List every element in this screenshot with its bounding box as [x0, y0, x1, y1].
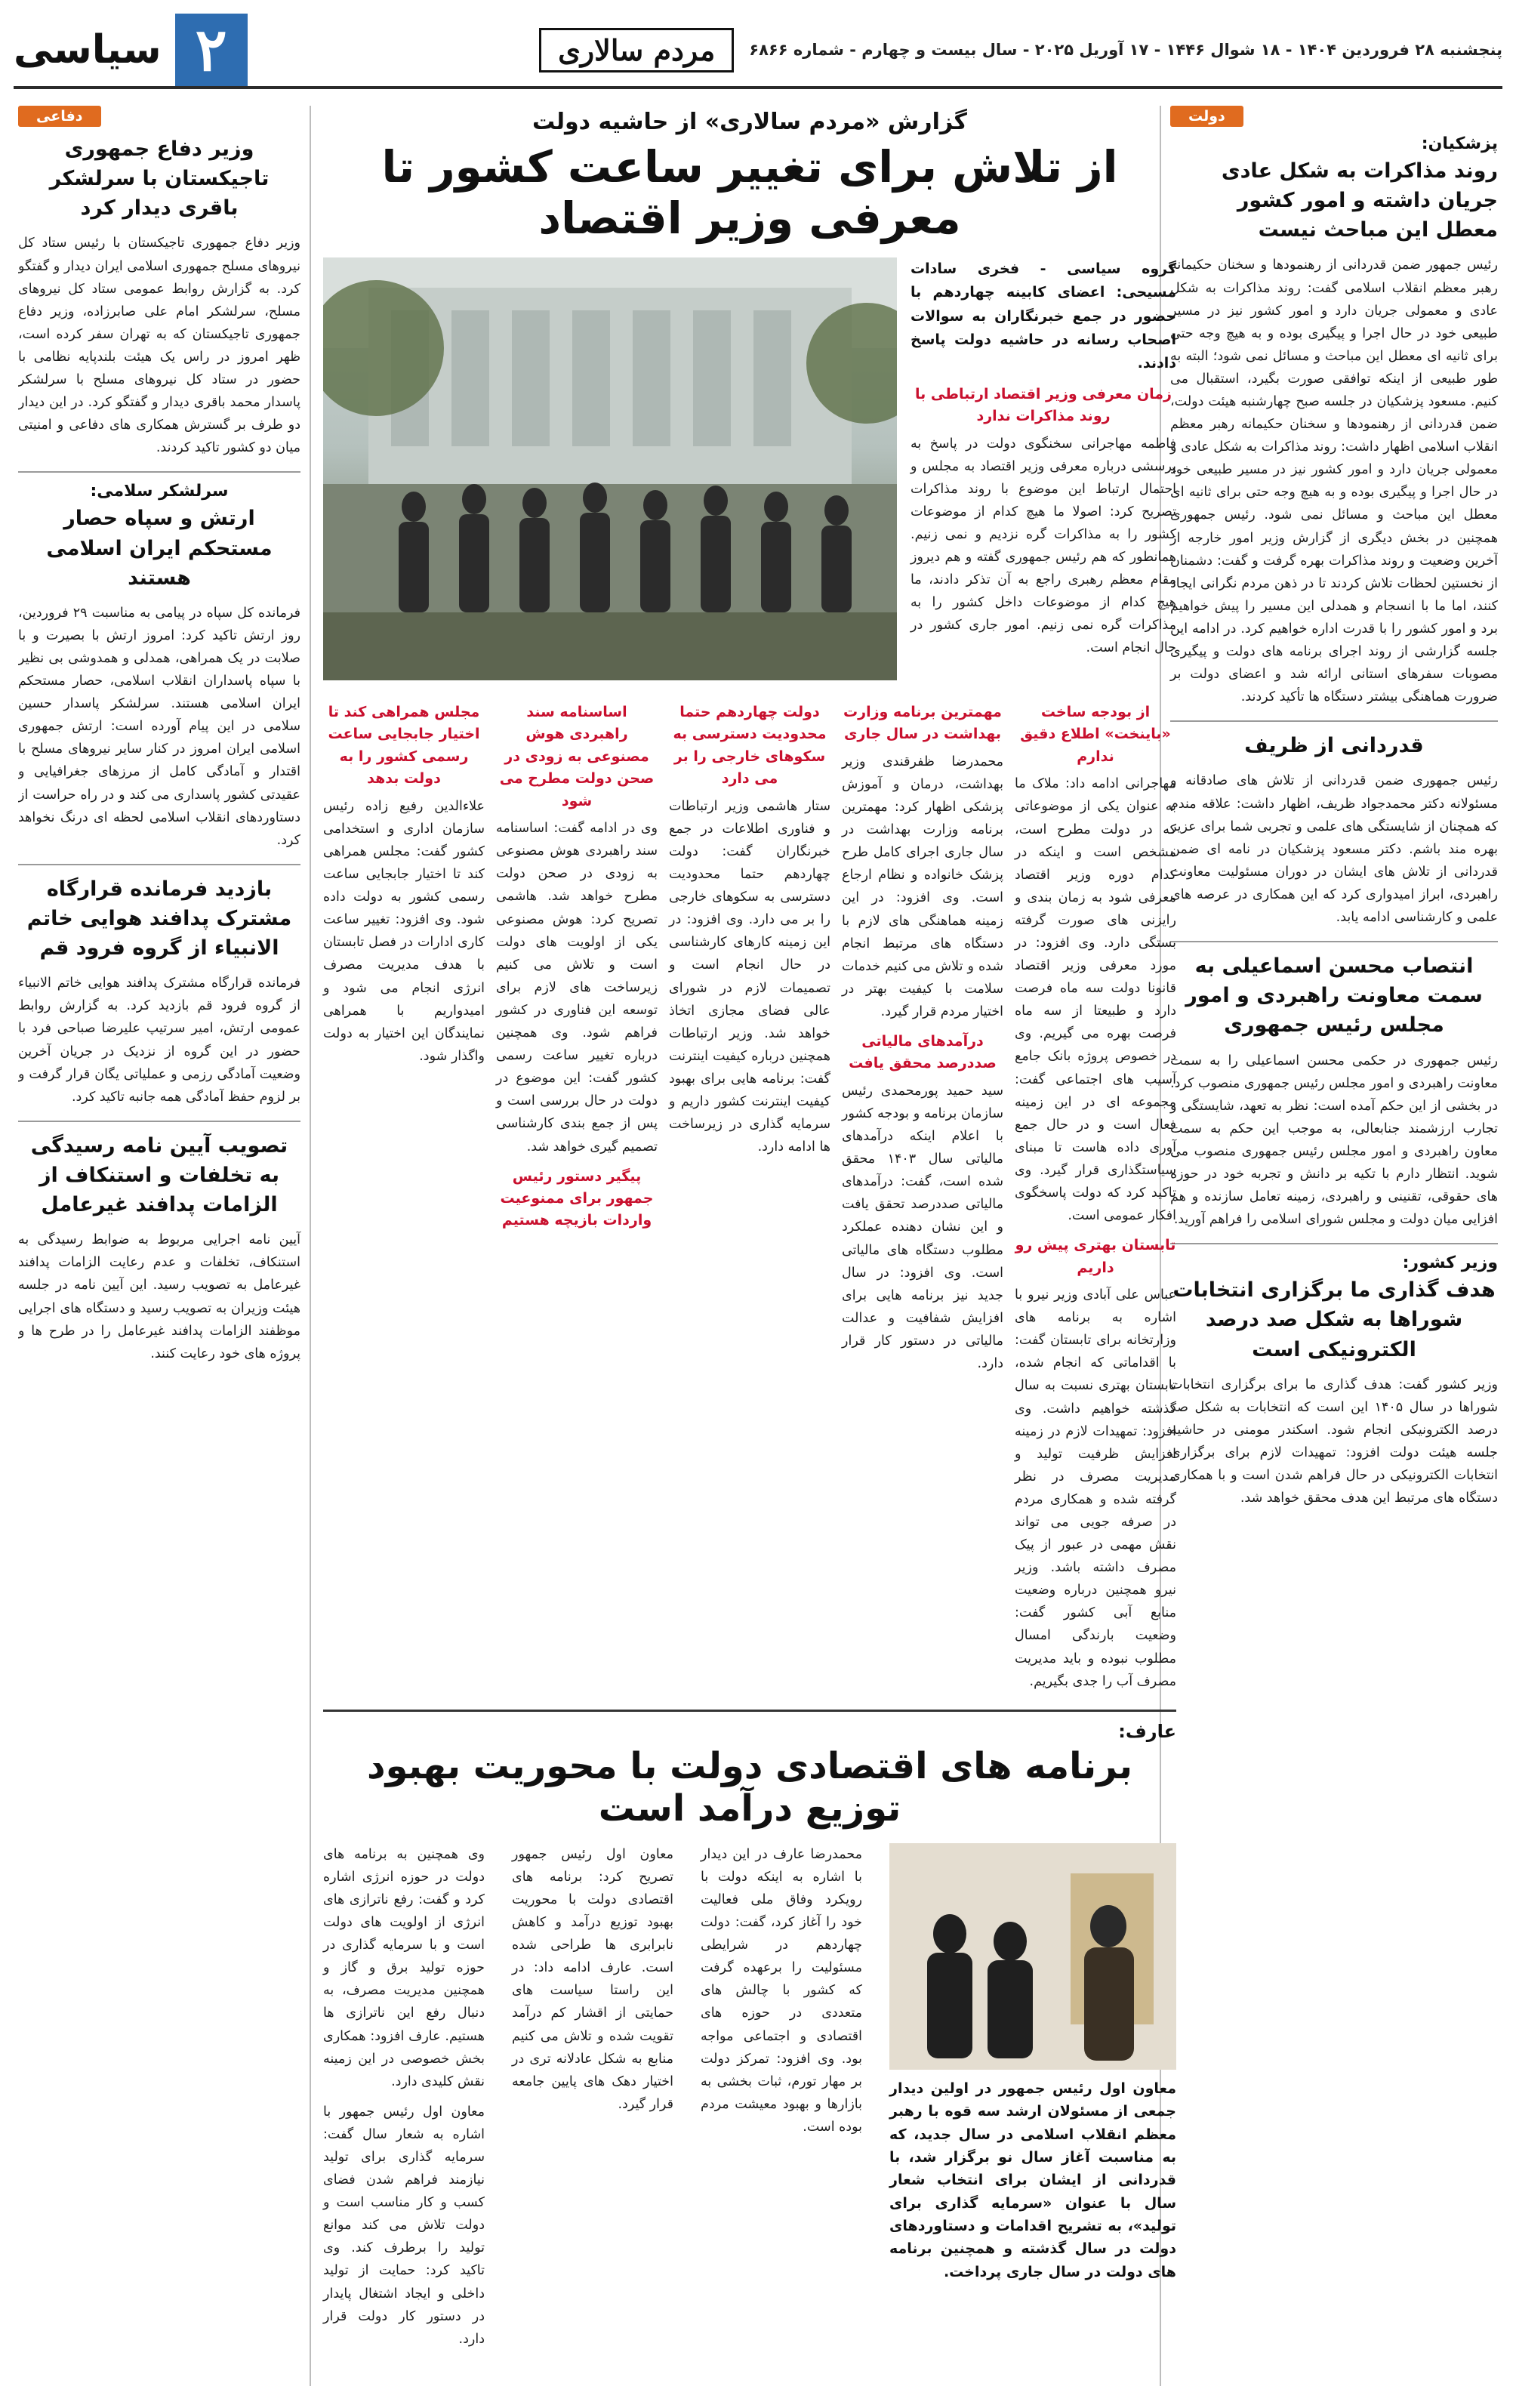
article-body: علاءالدین رفیع زاده رئیس سازمان اداری و استخدامی کشور گفت: مجلس همراهی کند تا اختیار جابجایی ساعت رسمی کشور به دولت داده شود. وی افزود: تغییر ساعت کاری ادارات در فصل تابستان با هدف مدیریت مصرف انرژی انجام می شود و امیدواریم با همراهی نمایندگان این اختیار به دولت واگذار شود.	[323, 798, 485, 1064]
masthead	[14, 14, 1502, 89]
article-byline: پزشکیان:	[1421, 134, 1498, 153]
left-column	[18, 106, 311, 2386]
divider	[18, 1121, 300, 1122]
meeting-photo	[889, 1843, 1176, 2070]
text-column	[512, 1843, 673, 2351]
article-columns	[323, 694, 1176, 1693]
subheading: زمان معرفی وزیر اقتصاد ارتباطی با روند مذاکرات ندارد	[915, 385, 1172, 425]
article-byline: وزیر کشور:	[1402, 1253, 1498, 1273]
divider	[18, 471, 300, 473]
article-body: رئیس جمهوری ضمن قدردانی از تلاش های صادقانه و مسئولانه دکتر محمدجواد ظریف، اظهار داشت: علاقه مندم که همچنان از شایستگی های علمی و تجربی شما برای عزیز بهره مند باشم. دکتر مسعود پزشکیان در نامه ای ضمن قدردانی از تلاش های ایشان در دوران مسئولیت معاونت راهبردی، ابراز امیدواری کرد که این همکاری در عرصه های علمی و کارشناسی ادامه یابد.	[1170, 773, 1498, 925]
article-byline: سرلشکر سلامی:	[90, 482, 229, 501]
article-headline: تصویب آیین نامه رسیدگی به تخلفات و استنکاف از الزامات پدافند غیرعامل	[30, 1133, 288, 1217]
newspaper-logo: مردم سالاری	[539, 28, 734, 72]
lead-block	[323, 257, 1176, 680]
section-tag-government: دولت	[1170, 106, 1243, 127]
photo-column	[889, 1843, 1176, 2351]
article-headline: هدف گذاری ما برگزاری انتخابات شوراها به شکل صد درصد الکترونیکی است	[1172, 1278, 1496, 1361]
divider	[1170, 1243, 1498, 1244]
article-headline: ارتش و سپاه حصار مستحکم ایران اسلامی هستند	[46, 507, 273, 590]
article-body: فرمانده قرارگاه مشترک پدافند هوایی خاتم الانبیاء از گروه فرود قم بازدید کرد. به گزارش روابط عمومی ارتش، امیر سرتیپ علیرضا صباحی فرد با حضور در این گروه از نزدیک در جریان آخرین وضعیت آمادگی رزمی و عملیاتی یگان قرار گرفت و بر لزوم حفظ آمادگی همه جانبه تاکید کرد.	[18, 976, 300, 1105]
divider	[18, 864, 300, 865]
article-body: فرمانده کل سپاه در پیامی به مناسبت ۲۹ فروردین، روز ارتش تاکید کرد: امروز ارتش با بصیرت و با صلابت در یک همراهی، همدلی و همدوشی بی نظیر با سپاه پاسداران انقلاب اسلامی، حصار مستحکم ایران اسلامی هستند. سرلشکر پاسدار حسین سلامی در این پیام آورده است: ارتش جمهوری اسلامی ایران امروز در کنار سایر نیروهای مسلح با اقتدار و آمادگی کامل از مرزهای جغرافیایی و عقیدتی کشور پاسداری می کند و در راه حراست از دستاوردهای انقلاب اسلامی لحظه ای درنگ نخواهد کرد.	[18, 605, 300, 848]
subheading: از بودجه ساخت «باینخت» اطلاع دقیق ندارم	[1020, 704, 1171, 765]
article-body: آیین نامه اجرایی مربوط به ضوابط رسیدگی به استنکاف، تخلفات و عدم رعایت الزامات پدافند غیرعامل به تصویب رسید. این آیین نامه در جلسه هیئت وزیران به تصویب رسید و دستگاه های اجرایی موظفند الزامات پدافند غیرعامل را در طرح ها و پروژه های خود رعایت کنند.	[18, 1232, 300, 1361]
article-body: معاون اول رئیس جمهور با اشاره به شعار سال گفت: سرمایه گذاری برای تولید نیازمند فراهم شدن فضای کسب و کار مناسب است و دولت تلاش می کند موانع تولید را برطرف کند. وی تاکید کرد: حمایت از تولید داخلی و ایجاد اشتغال پایدار در دستور کار دولت قرار دارد.	[323, 2104, 485, 2347]
subheading: درآمدهای مالیاتی صددرصد محقق یافت	[849, 1033, 997, 1072]
press-crowd-illustration	[323, 257, 897, 680]
subheading: تابستان بهتری پیش رو داریم	[1015, 1237, 1176, 1276]
text-column	[1015, 694, 1176, 1693]
article-body: ستار هاشمی وزیر ارتباطات و فناوری اطلاعات در جمع خبرنگاران گفت: دولت چهاردهم حتما محدودیت دسترسی به سکوهای خارجی را بر می دارد. وی افزود: در این زمینه کارهای کارشناسی در حال انجام است و تصمیمات لازم در شورای عالی فضای مجازی اتخاذ خواهد شد. وزیر ارتباطات همچنین درباره کیفیت اینترنت گفت: برنامه هایی برای بهبود کیفیت اینترنت کشور داریم و سرمایه گذاری در زیرساخت ها ادامه دارد.	[669, 798, 830, 1155]
text-column	[323, 1843, 485, 2351]
section-tag-defense: دفاعی	[18, 106, 101, 127]
press-crowd-photo	[323, 257, 897, 680]
article-headline: وزیر دفاع جمهوری تاجیکستان با سرلشکر باقری دیدار کرد	[49, 137, 270, 220]
article-headline: برنامه های اقتصادی دولت با محوریت بهبود توزیع درآمد است	[367, 1744, 1132, 1830]
article-headline: انتصاب محسن اسماعیلی به سمت معاونت راهبردی و امور مجلس رئیس جمهوری	[1185, 954, 1483, 1038]
article-headline: قدردانی از ظریف	[1244, 734, 1424, 758]
photo-caption: معاون اول رئیس جمهور در اولین دیدار جمعی از مسئولان ارشد سه قوه با رهبر معظم انقلاب اسلامی در سال جدید، که به مناسبت آغاز سال نو برگزار شد، با قدردانی از ایشان برای انتخاب شعار سال با عنوان «سرمایه گذاری برای تولید»، به تشریح اقدامات و دستاوردهای دولت در سال گذشته و همچنین برنامه های دولت در سال جاری پرداخت.	[889, 2080, 1176, 2280]
main-headline: از تلاش برای تغییر ساعت کشور تا معرفی وزیر اقتصاد	[381, 141, 1118, 244]
subheading: مهمترین برنامه وزارت بهداشت در سال جاری	[843, 704, 1002, 743]
subheading: اساسنامه سند راهبردی هوش مصنوعی به زودی در صحن دولت مطرح می شود	[499, 704, 655, 809]
divider	[1170, 720, 1498, 722]
masthead-left	[539, 28, 1502, 72]
second-article	[323, 1710, 1176, 2351]
subheading: مجلس همراهی کند تا اختیار جابجایی ساعت رسمی کشور را به دولت بدهد	[328, 704, 480, 788]
article-body: مهاجرانی ادامه داد: ملاک ما به عنوان یکی از موضوعاتی که در دولت مطرح است، مشخص است و اینکه در کدام دوره وزیر اقتصاد معرفی شود به زمان بندی و رایزنی های صورت گرفته بستگی دارد. وی افزود: در مورد معرفی وزیر اقتصاد قانونا دولت سه ماه فرصت دارد و طبیعتا از سه ماه فرصت بهره می گیریم. وی در خصوص پروژه بانک جامع آسیب های اجتماعی گفت: مجموعه ای در این زمینه فعال است و در حال جمع آوری داده هاست تا مبنای سیاستگذاری قرار گیرد. وی تاکید کرد که دولت پاسخگوی افکار عمومی است.	[1015, 776, 1176, 1224]
subheading: دولت چهاردهم حتما محدودیت دسترسی به سکوهای خارجی را بر می دارد	[673, 704, 827, 788]
subheading: پیگیر دستور رئیس جمهور برای ممنوعیت واردات بازیچه هستیم	[500, 1167, 654, 1229]
article-body: رئیس جمهوری در حکمی محسن اسماعیلی را به سمت معاونت راهبردی و امور مجلس رئیس جمهوری منصوب کرد. در بخشی از این حکم آمده است: نظر به تعهد، شایستگی و تجارب ارزشمند جنابعالی، به موجب این حکم به سمت معاون راهبردی و امور مجلس رئیس جمهوری منصوب می شوید. انتظار دارم با تکیه بر دانش و تجربه خود در حوزه های حقوقی، تقنینی و راهبردی، زمینه تعامل سازنده و هم افزایی میان دولت و مجلس شورای اسلامی را فراهم آورید.	[1170, 1053, 1498, 1228]
article-headline: بازدید فرمانده قرارگاه مشترک پدافند هوایی خاتم الانبیاء از گروه فرود قم	[26, 877, 292, 960]
text-column	[842, 694, 1003, 1693]
text-column	[701, 1843, 862, 2351]
article-body: وزیر کشور گفت: هدف گذاری ما برای برگزاری انتخابات شوراها در سال ۱۴۰۵ این است که انتخابات به شکل صد درصد الکترونیکی انجام شود. اسکندر مومنی در حاشیه جلسه هیئت دولت افزود: تمهیدات لازم برای برگزاری انتخابات الکترونیکی در حال فراهم شدن است و با همکاری دستگاه های مرتبط این هدف محقق خواهد شد.	[1170, 1377, 1498, 1506]
intro-column	[911, 257, 1176, 680]
section-name: سیاسی	[14, 27, 162, 72]
text-column	[496, 694, 658, 1693]
article-headline: روند مذاکرات به شکل عادی جریان داشته و امور کشور معطل این مباحث نیست	[1221, 159, 1498, 242]
divider	[1170, 941, 1498, 942]
article-kicker: گزارش «مردم سالاری» از حاشیه دولت	[532, 109, 967, 135]
article-body: محمدرضا عارف در این دیدار با اشاره به اینکه دولت با رویکرد وفاق ملی فعالیت خود را آغاز کرد، گفت: دولت چهاردهم در شرایطی مسئولیت را برعهده گرفت که کشور با چالش های متعددی در حوزه های اقتصادی و اجتماعی مواجه بود. وی افزود: تمرکز دولت بر مهار تورم، ثبات بخشی به بازارها و بهبود معیشت مردم بوده است.	[701, 1846, 862, 2135]
article-byline: عارف:	[1118, 1720, 1176, 1742]
article-columns	[323, 1843, 1176, 2351]
issue-line: پنجشنبه ۲۸ فروردین ۱۴۰۴ - ۱۸ شوال ۱۴۴۶ - ۱۷ آوریل ۲۰۲۵ - سال بیست و چهارم - شماره ۶۸۶۶	[749, 41, 1502, 59]
text-column	[669, 694, 830, 1693]
article-body: رئیس جمهور ضمن قدردانی از رهنمودها و سخنان حکیمانه رهبر معظم انقلاب اسلامی گفت: روند مذاکرات به شکل عادی و معمولی جریان دارد و امور کشور نیز در مسیر طبیعی خود در حال اجرا و پیگیری بوده و به هیچ وجه حتی برای ثانیه ای معطل این مباحث و مسائل نمی شود؛ البته به طور طبیعی از اینکه توافقی صورت بگیرد، استقبال می کنیم. مسعود پزشکیان در جلسه صبح چهارشنبه هیئت دولت، ضمن قدردانی از رهنمودها و سخنان حکیمانه رهبر معظم انقلاب اسلامی اظهار داشت: روند مذاکرات به شکل عادی و معمولی جریان دارد و امور کشور نیز در مسیر طبیعی خود در حال اجرا و پیگیری بوده و به هیچ وجه حتی برای ثانیه ای معطل این مباحث و مسائل نمی شود. رئیس جمهوری همچنین در بخش دیگری از گزارش وزیر امور خارجه از آخرین وضعیت و روند مذاکرات بهره گرفت و گفت: دشمنان از نخستین لحظات تلاش کردند تا در ذهن مردم نگرانی ایجاد کنند، اما ما با انسجام و همدلی این مسیر را پیش خواهیم برد و امور کشور را با قدرت اداره خواهیم کرد. در ادامه این جلسه گزارشی از روند اجرای برنامه های دولت و پیگیری مصوبات سفرهای استانی ارائه شد و اعضای دولت بر ضرورت هماهنگی بیشتر دستگاه ها تأکید کردند.	[1170, 257, 1498, 705]
article-body: وزیر دفاع جمهوری تاجیکستان با رئیس ستاد کل نیروهای مسلح جمهوری اسلامی ایران دیدار و گفتگو کرد. به گزارش روابط عمومی ستاد کل نیروهای مسلح، سرلشکر امام علی صابرزاده، وزیر دفاع جمهوری تاجیکستان که به تهران سفر کرده است، ظهر امروز در راس یک هیئت بلندپایه نظامی با حضور در ستاد کل نیروهای مسلح با سرلشکر پاسدار محمد باقری دیدار و گفتگو کرد. در این دیدار دو طرف بر گسترش همکاری های دفاعی و امنیتی میان دو کشور تاکید کردند.	[18, 236, 300, 456]
article-body: سید حمید پورمحمدی رئیس سازمان برنامه و بودجه کشور با اعلام اینکه درآمدهای مالیاتی سال ۱۴۰۳ محقق شده است، گفت: درآمدهای مالیاتی صددرصد تحقق یافت و این نشان دهنده عملکرد مطلوب دستگاه های مالیاتی است. وی افزود: در سال جدید نیز برنامه هایی برای افزایش شفافیت و عدالت مالیاتی در دستور کار قرار دارد.	[842, 1083, 1003, 1371]
page-number: ۲	[175, 14, 248, 86]
article-body: محمدرضا ظفرقندی وزیر بهداشت، درمان و آموزش پزشکی اظهار کرد: مهمترین برنامه وزارت بهداشت در سال جاری اجرای کامل طرح پزشک خانواده و نظام ارجاع است. وی افزود: در این زمینه هماهنگی های لازم با دستگاه های مرتبط انجام شده و تلاش می کنیم خدمات سلامت با کیفیت بهتر در اختیار مردم قرار گیرد.	[842, 754, 1003, 1019]
article-body: فاطمه مهاجرانی سخنگوی دولت در پاسخ به پرسشی درباره معرفی وزیر اقتصاد به مجلس و احتمال ارتباط این موضوع با روند مذاکرات تصریح کرد: اصولا ما هیچ کدام از موضوعات کشور را به مذاکرات گره نزدیم و نمی زنیم. همانطور که هم رئیس جمهوری گفته و هم دیروز مقام معظم رهبری راجع به آن تذکر دادند، ما هیچ کدام از موضوعات داخل کشور را به مذاکرات گره نمی زنیم. امور جاری کشور در حال انجام است.	[911, 436, 1176, 656]
article-body: معاون اول رئیس جمهور تصریح کرد: برنامه های اقتصادی دولت با محوریت بهبود توزیع درآمد و کاهش نابرابری ها طراحی شده است. عارف ادامه داد: در این راستا سیاست های حمایتی از اقشار کم درآمد تقویت شده و تلاش می کنیم منابع به شکل عادلانه تری در اختیار دهک های پایین جامعه قرار گیرد.	[512, 1846, 673, 2112]
intro-lead: گروه سیاسی - فخری سادات مسیحی: اعضای کابینه چهاردهم با حضور در جمع خبرنگاران به سوالات اصحاب رسانه در حاشیه دولت پاسخ دادند.	[911, 261, 1176, 372]
article-body: عباس علی آبادی وزیر نیرو با اشاره به برنامه های وزارتخانه برای تابستان گفت: با اقداماتی که انجام شده، تابستان بهتری نسبت به سال گذشته خواهیم داشت. وی افزود: تمهیدات لازم در زمینه افزایش ظرفیت تولید و مدیریت مصرف در نظر گرفته شده و همکاری مردم در صرفه جویی می تواند نقش مهمی در عبور از پیک مصرف داشته باشد. وزیر نیرو همچنین درباره وضعیت منابع آبی کشور گفت: وضعیت بارندگی امسال مطلوب نبوده و باید مدیریت مصرف آب را جدی بگیریم.	[1015, 1287, 1176, 1689]
meeting-illustration	[889, 1843, 1176, 2070]
article-body: وی در ادامه گفت: اساسنامه سند راهبردی هوش مصنوعی به زودی در صحن دولت مطرح خواهد شد. هاشمی تصریح کرد: هوش مصنوعی یکی از اولویت های دولت است و تلاش می کنیم زیرساخت های لازم برای توسعه این فناوری در کشور فراهم شود. وی همچنین درباره تغییر ساعت رسمی کشور گفت: این موضوع در دولت در حال بررسی است و پس از جمع بندی کارشناسی تصمیم گیری خواهد شد.	[496, 821, 658, 1155]
center-section	[323, 106, 1176, 2386]
text-column	[323, 694, 485, 1693]
right-column	[1160, 106, 1498, 2386]
article-body: وی همچنین به برنامه های دولت در حوزه انرژی اشاره کرد و گفت: رفع ناترازی های انرژی از اولویت های دولت است و با سرمایه گذاری در حوزه تولید برق و گاز و همچنین مدیریت مصرف، به دنبال رفع این ناترازی ها هستیم. عارف افزود: همکاری بخش خصوصی در این زمینه نقش کلیدی دارد.	[323, 1846, 485, 2089]
masthead-right	[14, 14, 248, 86]
